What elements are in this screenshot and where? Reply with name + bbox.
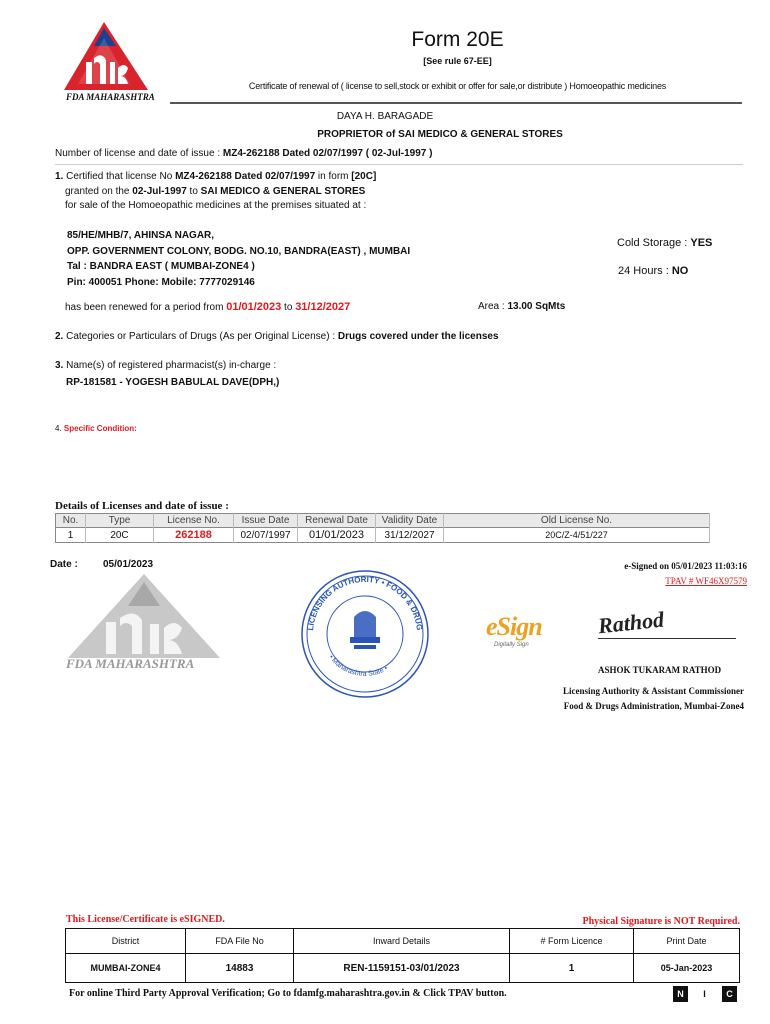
section-2-value: Drugs covered under the licenses: [337, 331, 499, 342]
section-1-date: 02-Jul-1997: [132, 185, 187, 197]
footer-header-cell: District: [66, 929, 186, 954]
details-cell: 1: [56, 528, 86, 543]
logo-caption: FDA MAHARASHTRA: [66, 92, 155, 102]
section-3: [55, 360, 276, 371]
premises-address: [67, 228, 410, 290]
verification-note: For online Third Party Approval Verification; Go to fdamfg.maharashtra.gov.in & Click TPAV button.: [69, 988, 507, 999]
details-cell: 20C: [86, 528, 154, 543]
section-1-form: [20C]: [351, 171, 377, 182]
section-1-store: SAI MEDICO & GENERAL STORES: [200, 185, 366, 197]
esign-logo: [486, 612, 576, 652]
section-1-premises: for sale of the Homoeopathic medicines at the premises situated at :: [65, 200, 367, 211]
section-3-num: 3.: [55, 360, 64, 371]
footer-header-cell: Inward Details: [294, 929, 510, 954]
section-1-license: MZ4-262188 Dated 02/07/1997: [175, 171, 316, 182]
details-header-row: [56, 514, 710, 528]
renewal-to-label: to: [281, 302, 296, 313]
footer-header-cell: Print Date: [634, 929, 740, 954]
fda-watermark: [64, 572, 234, 672]
details-header-cell: Old License No.: [444, 514, 710, 528]
footer-header-cell: FDA File No: [186, 929, 294, 954]
cold-storage-value: YES: [690, 237, 713, 249]
pharmacist-name: RP-181581 - YOGESH BABULAL DAVE(DPH,): [66, 377, 280, 388]
section-1: [55, 170, 376, 214]
seal-outer-text: LICENSING AUTHORITY • FOOD & DRUG: [306, 574, 424, 632]
cold-storage: [617, 237, 712, 249]
section-1-text: in form: [315, 171, 352, 182]
24-hours-label: 24 Hours :: [618, 265, 672, 277]
section-2: [55, 331, 499, 342]
signatory-designation-2: Food & Drugs Administration, Mumbai-Zone4: [563, 701, 744, 711]
details-header-cell: License No.: [154, 514, 234, 528]
renewal-label: has been renewed for a period from: [65, 302, 227, 313]
signature-underline: [598, 638, 736, 639]
section-4-num: 4.: [55, 424, 64, 433]
seal-emblem-icon: [298, 567, 432, 701]
esign-tagline: Digitally Sign: [494, 642, 529, 648]
date-label: Date :: [50, 559, 78, 570]
proprietor-title: PROPRIETOR of SAI MEDICO & GENERAL STORES: [317, 129, 563, 140]
footer-cell-file-no: 14883: [186, 954, 294, 983]
24-hours: [618, 265, 688, 277]
license-value: MZ4-262188 Dated 02/07/1997 ( 02-Jul-1997 ): [222, 148, 433, 159]
footer-cell-form-licence: 1: [510, 954, 634, 983]
fda-watermark-icon: [64, 572, 234, 662]
area-value: 13.00 SqMts: [507, 301, 566, 312]
details-cell: 20C/Z-4/51/227: [444, 528, 710, 543]
address-line-4: Pin: 400051 Phone: Mobile: 7777029146: [67, 276, 255, 288]
esign-wordmark: eSign: [486, 612, 542, 641]
footer-table: [65, 928, 740, 983]
signatory-name: ASHOK TUKARAM RATHOD: [598, 665, 722, 675]
form-description: Certificate of renewal of ( license to sell,stock or exhibit or offer for sale,or distribute ) Homoeopathic medicines: [248, 81, 667, 91]
signatory-designation-1: Licensing Authority & Assistant Commissioner: [562, 686, 744, 696]
fda-seal: [298, 567, 432, 701]
footer-row: [66, 954, 740, 983]
form-title: Form 20E: [411, 28, 504, 51]
handwritten-signature: [596, 606, 738, 650]
section-1-num: 1.: [55, 171, 64, 182]
details-title: Details of Licenses and date of issue :: [55, 500, 229, 512]
address-line-3: Tal : BANDRA EAST ( MUMBAI-ZONE4 ): [67, 261, 255, 272]
footer-cell-district: MUMBAI-ZONE4: [66, 954, 186, 983]
24-hours-value: NO: [671, 265, 689, 277]
details-header-cell: Validity Date: [376, 514, 444, 528]
address-line-1: 85/HE/MHB/7, AHINSA NAGAR,: [67, 230, 215, 241]
form-rule: [See rule 67-EE]: [423, 56, 492, 66]
section-1-text: to: [186, 185, 201, 197]
details-cell-license-no: 262188: [154, 528, 234, 543]
details-header-cell: Renewal Date: [298, 514, 376, 528]
section-3-label: Name(s) of registered pharmacist(s) in-charge :: [63, 360, 277, 371]
details-header-cell: Issue Date: [234, 514, 298, 528]
section-2-num: 2.: [55, 331, 64, 342]
footer-header-row: [66, 929, 740, 954]
footer-cell-print-date: 05-Jan-2023: [634, 954, 740, 983]
esigned-timestamp: e-Signed on 05/01/2023 11:03:16: [624, 561, 747, 571]
header-divider: [170, 102, 742, 104]
esigned-note: This License/Certificate is eSIGNED.: [66, 914, 225, 925]
seal-bottom-text: • Maharashtra State •: [327, 654, 390, 678]
details-table: [55, 513, 710, 543]
cold-storage-label: Cold Storage :: [617, 237, 691, 249]
proprietor-name: DAYA H. BARAGADE: [336, 111, 434, 122]
area-label: Area :: [478, 301, 508, 312]
footer-header-cell: # Form Licence: [510, 929, 634, 954]
details-header-cell: No.: [56, 514, 86, 528]
license-label: Number of license and date of issue :: [55, 148, 223, 159]
renewal-from: 01/01/2023: [226, 301, 282, 313]
section-2-label: Categories or Particulars of Drugs (As per Original License) :: [63, 331, 338, 342]
details-cell: 31/12/2027: [376, 528, 444, 543]
license-divider: [55, 164, 743, 165]
renewal-to: 31/12/2027: [295, 301, 351, 313]
section-1-text: granted on the: [65, 185, 133, 197]
area: [478, 301, 565, 312]
details-cell: 01/01/2023: [298, 528, 376, 543]
details-row: [56, 528, 710, 543]
nic-badge-i: I: [697, 986, 712, 1002]
nic-badge-c: C: [722, 986, 737, 1002]
section-4: [55, 424, 137, 433]
details-cell: 02/07/1997: [234, 528, 298, 543]
date-value: 05/01/2023: [103, 559, 154, 570]
renewal-period: [65, 301, 350, 313]
signature-mark: Rathod: [596, 606, 666, 639]
section-1-text: Certified that license No: [63, 171, 176, 182]
svg-text:• Maharashtra State •: [327, 654, 389, 678]
details-header-cell: Type: [86, 514, 154, 528]
nic-badge-n: N: [673, 986, 688, 1002]
footer-cell-inward: REN-1159151-03/01/2023: [294, 954, 510, 983]
physical-signature-note: Physical Signature is NOT Required.: [582, 916, 740, 927]
license-line: [55, 148, 432, 159]
section-4-label: Specific Condition:: [63, 424, 137, 433]
tpav-link[interactable]: TPAV # WF46X97579: [665, 576, 747, 586]
address-line-2: OPP. GOVERNMENT COLONY, BODG. NO.10, BANDRA(EAST) , MUMBAI: [67, 245, 411, 257]
watermark-caption: FDA MAHARASHTRA: [66, 656, 195, 671]
